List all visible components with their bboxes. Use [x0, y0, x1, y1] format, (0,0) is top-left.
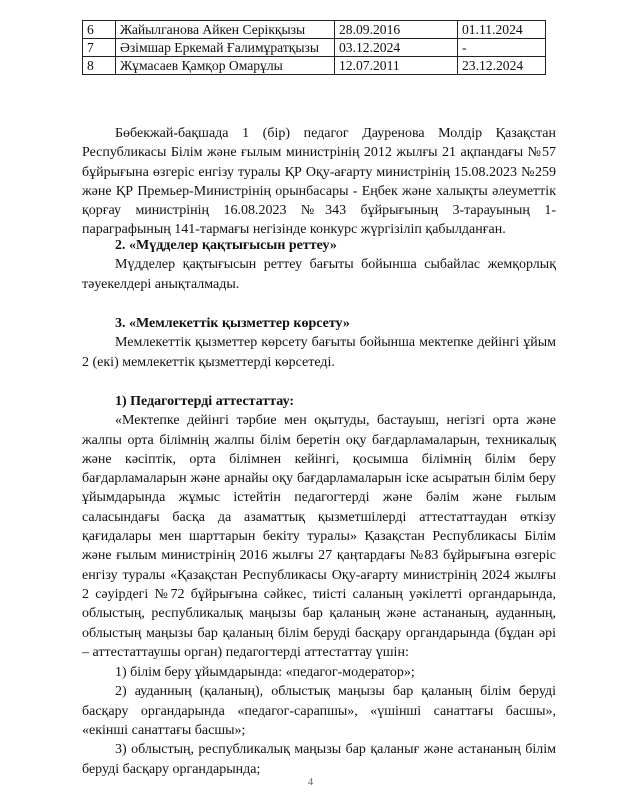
leave-date: - — [458, 39, 546, 57]
employee-name: Әзімшар Еркемай Ғалимұратқызы — [116, 39, 335, 57]
list-item: 1) білім беру ұйымдарында: «педагог-модератор»; — [115, 665, 415, 681]
leave-date: 23.12.2024 — [458, 57, 546, 75]
table-row — [83, 57, 546, 75]
section-conflict-of-interest — [82, 236, 556, 294]
hiring-paragraph: Бөбекжай-бақшада 1 (бір) педагог Дауренова Молдір Қазақстан Республикасы Білім және ғылым министрінің 2012 жылғы 21 ақпандағы №57 бұйрығына өзгеріс енгізу туралы ҚР Оқу-ағарту министрінің 15.08.2023 №259 және ҚР Премьер-Министрінің орынбасары - Еңбек және халықты әлеуметтік қорғау министрінің 16.08.2023 №343 бұйрығының 3-тарауының 1-параграфының 141-тармағы негізінде конкурс жүргізіліп қабылданған. — [82, 126, 556, 238]
section-3-text: Мемлекеттік қызметтер көрсету бағыты бойынша мектепке дейінгі ұйым 2 (екі) мемлекеттік қызметтерді көрсетеді. — [82, 335, 556, 370]
table-row — [83, 39, 546, 57]
hire-date: 12.07.2011 — [335, 57, 458, 75]
section-3-heading: 3. «Мемлекеттік қызметтер көрсету» — [115, 316, 350, 331]
attestation-text: «Мектепке дейінгі тәрбие мен оқытуды, бастауыш, негізгі орта және жалпы орта білімнің жалпы білім беретін оқу бағдарламаларын, техникалық және кәсіптік, орта білімнен кейінгі, қосымша білімнің білім беру бағдарламаларын және арнайы оқу бағдарламаларын іске асыратын білім беру ұйымдарында жұмыс істейтін педагогтерді және бәлім және ғылым саласындағы басқа да азаматтық қызметшілерді аттестаттаудан өткізу қағидалары мен шарттарын бекіту туралы» Қазақстан Республикасы Білім және ғылым министрінің 2016 жылғы 27 қаңтардағы №83 бұйрығына өзгеріс енгізу туралы «Қазақстан Республикасы Оқу-ағарту министрінің 2024 жылғы 2 сәуірдегі №72 бұйрығына сәйкес, тиісті саланың уәкілетті органдарында, облыстың, республикалық маңызы бар қаланың және астананың, ауданның, облыстың маңызы бар қаланың білім беруді басқару органдарында (бұдан әрі – аттестаттаушы орган) педагогтерді аттестаттау үшін: — [82, 413, 556, 660]
hire-date: 28.09.2016 — [335, 21, 458, 39]
row-number: 8 — [83, 57, 116, 75]
hiring-paragraph-block — [82, 124, 556, 240]
section-2-heading: 2. «Мүдделер қақтығысын реттеу» — [115, 238, 337, 253]
employee-name: Жайылганова Айкен Серікқызы — [116, 21, 335, 39]
subsection-attestation — [82, 392, 556, 779]
list-item: 2) ауданның (қаланың), облыстық маңызы бар қаланың білім беруді басқару органдарында «педагог-сарапшы», «үшінші санаттағы басшы», «екінші санаттағы басшы»; — [82, 684, 556, 739]
list-item: 3) облыстың, республикалық маңызы бар қаланығ және астананың білім беруді басқару органдарында; — [82, 742, 556, 777]
row-number: 6 — [83, 21, 116, 39]
leave-date: 01.11.2024 — [458, 21, 546, 39]
table-row — [83, 21, 546, 39]
attestation-heading: 1) Педагогтерді аттестаттау: — [115, 394, 295, 409]
row-number: 7 — [83, 39, 116, 57]
section-public-services — [82, 314, 556, 372]
page-number: 4 — [307, 776, 314, 788]
hire-date: 03.12.2024 — [335, 39, 458, 57]
staff-table — [82, 20, 546, 75]
section-2-text: Мүдделер қақтығысын реттеу бағыты бойынша сыбайлас жемқорлық тәуекелдері анықталмады. — [82, 257, 556, 292]
employee-name: Жұмасаев Қамқор Омарұлы — [116, 57, 335, 75]
